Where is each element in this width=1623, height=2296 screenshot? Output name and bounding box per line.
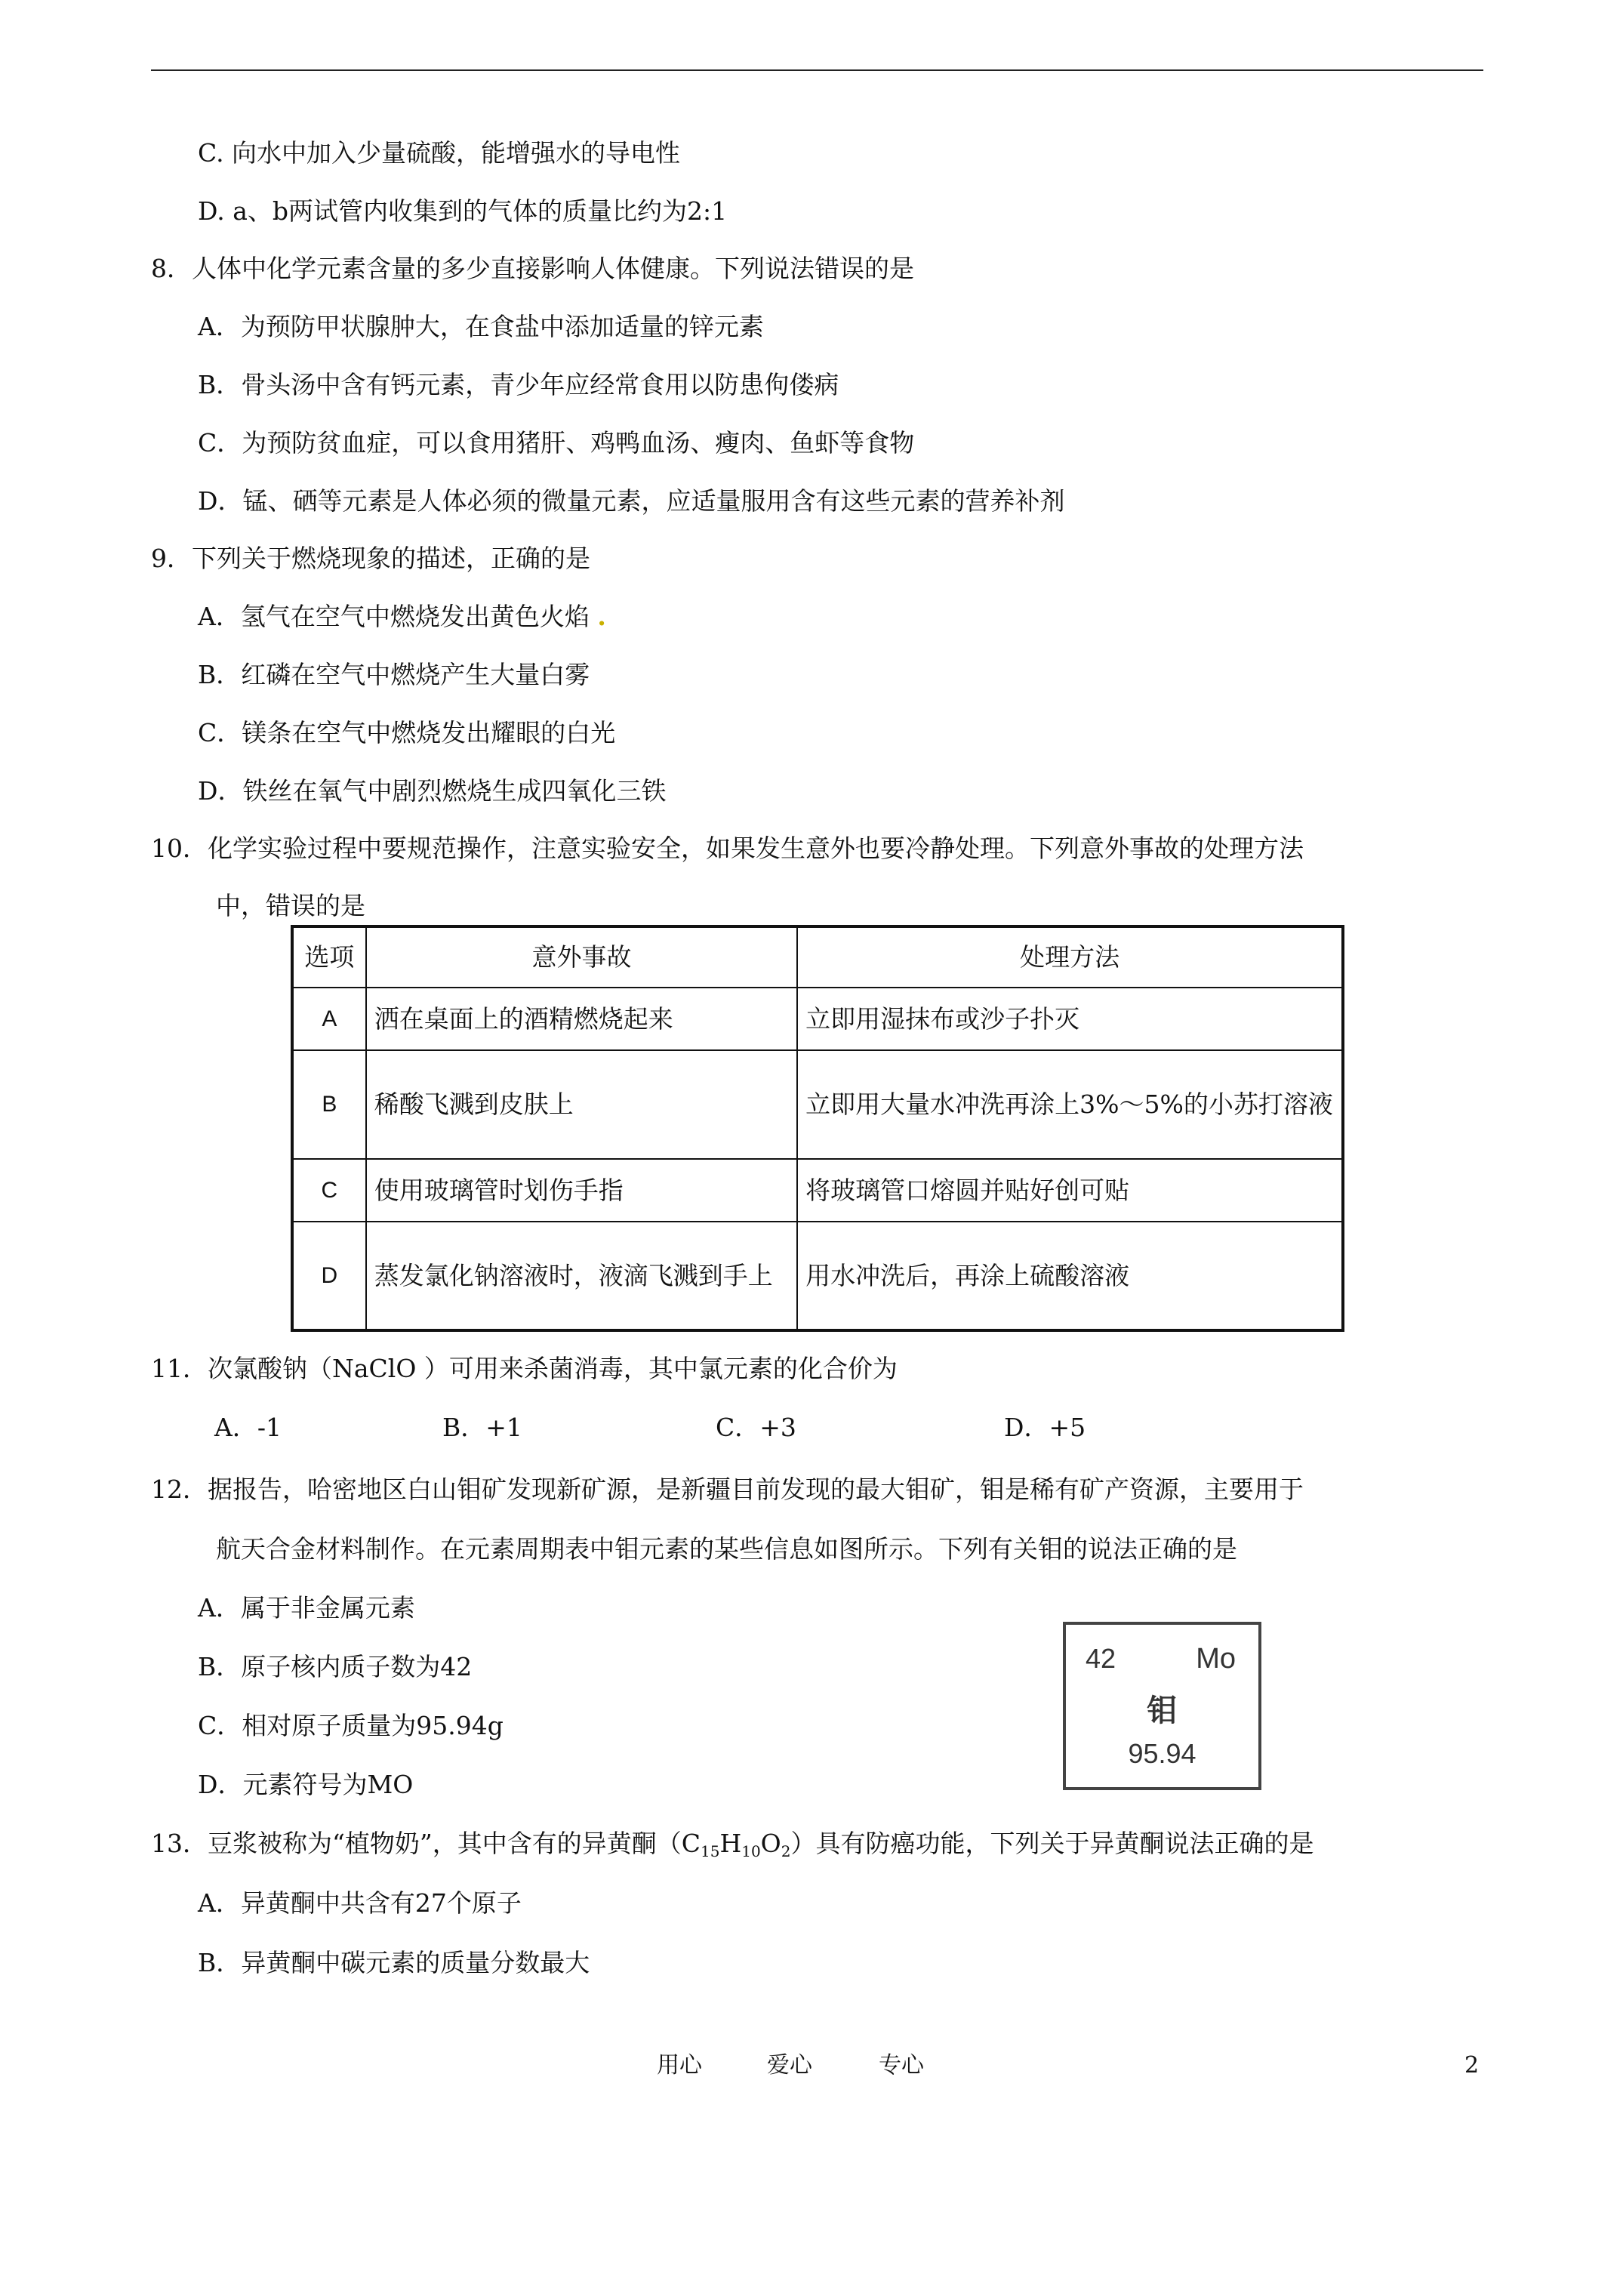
q9-option-a: A．氢气在空气中燃烧发出黄色火焰 . (198, 602, 606, 631)
q11-option-a: A．-1 (214, 1413, 282, 1442)
q7-option-d: D. a、b两试管内收集到的气体的质量比约为2:1 (198, 196, 728, 226)
table-cell-accident: 洒在桌面上的酒精燃烧起来 (366, 988, 797, 1050)
table-cell-option: A (292, 988, 366, 1050)
table-header-option: 选项 (292, 926, 366, 988)
q11-option-b: B．+1 (442, 1413, 522, 1442)
q13-option-b: B．异黄酮中碳元素的质量分数最大 (198, 1948, 590, 1977)
table-header-accident: 意外事故 (366, 926, 797, 988)
q11-stem: 11．次氯酸钠（NaClO ）可用来杀菌消毒，其中氯元素的化合价为 (151, 1354, 898, 1383)
q8-option-d: D．锰、硒等元素是人体必须的微量元素，应适量服用含有这些元素的营养补剂 (198, 486, 1065, 516)
q11-option-d: D．+5 (1004, 1413, 1086, 1442)
q12-stem-line2: 航天合金材料制作。在元素周期表中钼元素的某些信息如图所示。下列有关钼的说法正确的是 (216, 1534, 1237, 1564)
q9-option-c: C．镁条在空气中燃烧发出耀眼的白光 (198, 718, 616, 747)
table-cell-method: 立即用大量水冲洗再涂上3%～5%的小苏打溶液 (797, 1050, 1343, 1159)
table-header-method: 处理方法 (797, 926, 1343, 988)
table-header-row (292, 926, 1343, 988)
table-cell-option: D (292, 1222, 366, 1330)
q8-option-b: B．骨头汤中含有钙元素，青少年应经常食用以防患佝偻病 (198, 370, 839, 399)
q9-stem: 9．下列关于燃烧现象的描述，正确的是 (151, 544, 590, 573)
q9-option-b: B．红磷在空气中燃烧产生大量白雾 (198, 660, 590, 689)
q13-option-a: A．异黄酮中共含有27个原子 (198, 1888, 522, 1918)
table-row (292, 988, 1343, 1050)
element-name: 钼 (1147, 1693, 1178, 1728)
q11-option-c: C．+3 (716, 1413, 796, 1442)
table-row (292, 1050, 1343, 1159)
q10-stem-line1: 10．化学实验过程中要规范操作，注意实验安全，如果发生意外也要冷静处理。下列意外事故的处理方法 (151, 834, 1304, 863)
footer-middle: 爱心 (767, 2052, 812, 2079)
element-atomic-number: 42 (1086, 1643, 1116, 1674)
table-cell-method: 立即用湿抹布或沙子扑灭 (797, 988, 1343, 1050)
table-row (292, 1222, 1343, 1330)
element-atomic-mass: 95.94 (1128, 1738, 1196, 1769)
table-cell-method: 用水冲洗后，再涂上硫酸溶液 (797, 1222, 1343, 1330)
element-symbol: Mo (1196, 1643, 1236, 1675)
q12-option-d: D．元素符号为MO (198, 1770, 414, 1799)
table-cell-option: C (292, 1159, 366, 1222)
q10-stem-line2: 中，错误的是 (216, 891, 365, 920)
footer-right: 专心 (879, 2052, 924, 2079)
page-number: 2 (1464, 2052, 1480, 2079)
table-cell-accident: 使用玻璃管时划伤手指 (366, 1159, 797, 1222)
table-cell-accident: 蒸发氯化钠溶液时，液滴飞溅到手上 (366, 1222, 797, 1330)
q7-option-c: C. 向水中加入少量硫酸，能增强水的导电性 (198, 138, 681, 168)
q12-option-b: B．原子核内质子数为42 (198, 1652, 473, 1681)
q8-option-a: A．为预防甲状腺肿大，在食盐中添加适量的锌元素 (198, 312, 764, 341)
q12-stem-line1: 12．据报告，哈密地区白山钼矿发现新矿源，是新疆目前发现的最大钼矿，钼是稀有矿产资源，主要用于 (151, 1475, 1304, 1504)
q9-option-d: D．铁丝在氧气中剧烈燃烧生成四氧化三铁 (198, 776, 667, 806)
q12-option-c: C．相对原子质量为95.94g (198, 1711, 504, 1740)
q8-option-c: C．为预防贫血症，可以食用猪肝、鸡鸭血汤、瘦肉、鱼虾等食物 (198, 428, 915, 458)
header-rule (151, 69, 1483, 71)
q13-stem: 13．豆浆被称为“植物奶”，其中含有的异黄酮$(C_{15}H_{10}O_2)$具有防癌功能，下列关于异黄酮说法正确的是 (151, 1829, 1314, 1860)
table-cell-accident: 稀酸飞溅到皮肤上 (366, 1050, 797, 1159)
table-row (292, 1159, 1343, 1222)
table-cell-option: B (292, 1050, 366, 1159)
molybdenum-element-card (1063, 1622, 1261, 1790)
q8-stem: 8．人体中化学元素含量的多少直接影响人体健康。下列说法错误的是 (151, 254, 914, 283)
q12-option-a: A．属于非金属元素 (198, 1593, 415, 1623)
accident-table (291, 925, 1344, 1332)
footer-left: 用心 (657, 2052, 702, 2079)
table-cell-method: 将玻璃管口熔圆并贴好创可贴 (797, 1159, 1343, 1222)
